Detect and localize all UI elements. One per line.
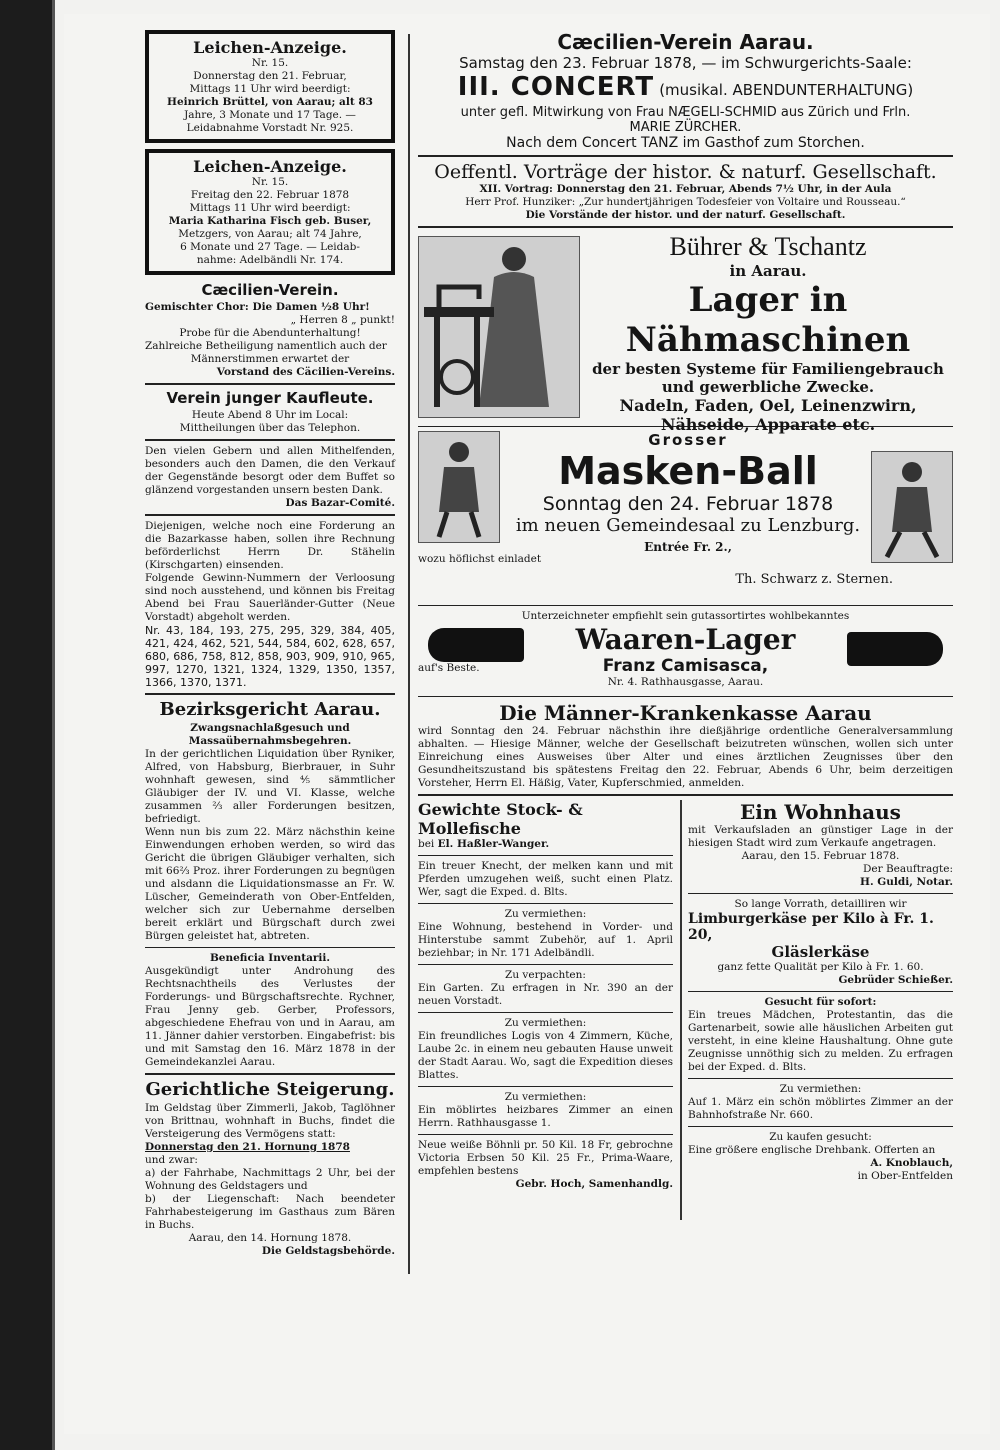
auction-date: Donnerstag den 21. Hornung 1878: [145, 1141, 350, 1153]
text-line: 6 Monate und 27 Tage. — Leidab-: [180, 241, 360, 253]
jester-illustration-left: [418, 431, 500, 543]
text-line: Metzgers, von Aarau; alt 74 Jahre,: [178, 228, 362, 240]
merchant-name: Franz Camisasca,: [602, 656, 769, 676]
text-line: Aarau, den 14. Hornung 1878.: [188, 1232, 352, 1244]
text-line: Heinrich Brüttel, von Aarau; alt 83: [167, 96, 373, 108]
text-line: Probe für die Abendunterhaltung!: [179, 327, 361, 339]
divider: [145, 514, 395, 516]
event-date: Sonntag den 24. Februar 1878: [542, 493, 834, 515]
text-line: und zwar:: [145, 1154, 198, 1166]
text-line: der besten Systeme für Familiengebrauch: [592, 360, 944, 378]
bazar-notice: [145, 445, 395, 510]
funeral-title: Leichen-Anzeige.: [193, 38, 347, 57]
ad-headline: Lager in Nähmaschinen: [625, 280, 911, 360]
jester-illustration-right: [871, 451, 953, 563]
text-line: nahme: Adelbändli Nr. 174.: [196, 254, 344, 266]
text-line: Jahre, 3 Monate und 17 Tage. —: [184, 109, 356, 121]
ad-title: Ein Wohnhaus: [740, 800, 901, 824]
text-line: auf's Beste.: [418, 662, 480, 674]
notice-subtitle: Zu kaufen gesucht:: [769, 1131, 872, 1143]
notice-subtitle: Zwangsnachlaßgesuch und Massaübernahmsbegehren.: [188, 722, 352, 747]
text-line: Nach dem Concert TANZ im Gasthof zum Storchen.: [506, 135, 865, 151]
merchant-name: El. Haßler-Wanger.: [437, 838, 550, 850]
text-line: Unterzeichneter empfiehlt sein gutassortirtes wohlbekanntes: [521, 610, 850, 622]
waaren-ad: [418, 610, 953, 692]
notice-subtitle: Zu verpachten:: [505, 969, 586, 981]
ad-title: Gewichte Stock- & Mollefische: [418, 800, 583, 838]
auction-item: b) der Liegenschaft: Nach beendeter Fahrhabesteigerung im Gasthaus zum Bären in Buchs.: [145, 1193, 395, 1231]
notice-text: Folgende Gewinn-Nummern der Verloosung sind noch ausstehend, und können bis Freitag Abend bei Frau Sauerländer-Gutter (Neue Vorstadt) abgeholt werden.: [145, 572, 395, 623]
classified-left: [418, 800, 673, 1191]
text-line: Heute Abend 8 Uhr im Local:: [191, 409, 349, 421]
funeral-notice-1: [145, 30, 395, 143]
sewing-woman-illustration: [418, 236, 580, 418]
steigerung-notice: [145, 1079, 395, 1258]
kaufleute-notice: [145, 389, 395, 435]
divider: [688, 893, 953, 894]
notice-number: Nr. 15.: [251, 176, 289, 188]
divider: [145, 1073, 395, 1075]
divider: [688, 991, 953, 992]
divider: [418, 903, 673, 904]
harlequin-icon: [872, 452, 952, 562]
notice-text: Ein möblirtes heizbares Zimmer an einen Herrn. Rathhausgasse 1.: [418, 1104, 673, 1129]
notice-signature: Das Bazar-Comité.: [285, 497, 395, 509]
text-line: Vorstand des Cäcilien-Vereins.: [216, 366, 395, 378]
divider: [418, 696, 953, 697]
notice-text: Ausgekündigt unter Androhung des Rechtsnachtheils des Verlustes der Forderungs- und Bürgschaftsrechte. Rychner, Frau Jenny geb. Gerber, Professors, abgeschiedene Ehefrau von und in Aarau, am 11. Jänner dahier verstorben. Eingabefrist: bis und mit Samstag den 16. März 1878 in der Gemeindekanzlei Aarau.: [145, 965, 395, 1068]
divider: [418, 605, 953, 606]
text-line: wozu höflichst einladet: [418, 553, 542, 565]
notice-text: Ein Garten. Zu erfragen in Nr. 390 an der neuen Vorstadt.: [418, 982, 673, 1007]
text-line: Männerstimmen erwartet der: [190, 353, 350, 365]
text-line: Nähseide, Apparate etc.: [660, 415, 876, 434]
text-line: Mittags 11 Uhr wird beerdigt:: [189, 83, 351, 95]
text-line: Aarau, den 15. Februar 1878.: [741, 850, 900, 862]
text-line: in Ober-Entfelden: [857, 1170, 953, 1182]
ad-headline: Masken-Ball: [558, 449, 818, 493]
notice-text: Neue weiße Böhnli pr. 50 Kil. 18 Fr, gebrochne Victoria Erbsen 50 Kil. 25 Fr., Prima-Waare, empfehlen bestens: [418, 1139, 673, 1177]
notice-text: Eine größere englische Drehbank. Offerten an: [688, 1144, 936, 1156]
notice-subtitle: Zu vermiethen:: [504, 1091, 587, 1103]
caecilien-notice: [145, 281, 395, 379]
notice-subtitle: Zu vermiethen:: [504, 908, 587, 920]
ad-title: Cæcilien-Verein Aarau.: [557, 30, 814, 54]
notice-text: Eine Wohnung, bestehend in Vorder- und Hinterstube sammt Zubehör, auf 1. April beziehbar; in Nr. 171 Adelbändli.: [418, 921, 673, 959]
notice-text: In der gerichtlichen Liquidation über Ryniker, Alfred, von Habsburg, Bierbrauer, in Suhr wohnhaft gewesen, sind ⅘ sämmtlicher Gläubiger der IV. und VI. Klasse, welche zusammen ⅔ aller Forderungen besitzen, befriedigt.: [145, 748, 395, 825]
notice-text: Ein treues Mädchen, Protestantin, das die Gartenarbeit, sowie alle häuslichen Arbeiten gut versteht, in eine kleine Haushaltung. Ohne gute Zeugnisse unnöthig sich zu melden. Zu erfragen bei der Exped. d. Blts.: [688, 1009, 953, 1073]
firm-name: Bührer & Tschantz: [669, 232, 867, 261]
divider: [145, 383, 395, 385]
text-line: Freitag den 22. Februar 1878: [190, 189, 350, 201]
column-rule: [408, 34, 410, 1274]
ad-headline: Waaren-Lager: [575, 623, 796, 656]
text-line: ganz fette Qualität per Kilo à Fr. 1. 60.: [717, 961, 924, 973]
product-line: Limburgerkäse per Kilo à Fr. 1. 20,: [688, 911, 934, 943]
sewing-machine-icon: [419, 237, 579, 417]
notice-text: mit Verkaufsladen an günstiger Lage in der hiesigen Stadt wird zum Verkaufe angetragen.: [688, 824, 953, 849]
divider: [688, 1126, 953, 1127]
forderung-notice: [145, 520, 395, 689]
notice-subtitle: Beneficia Inventarii.: [209, 952, 331, 964]
divider: [688, 1078, 953, 1079]
notice-signature: A. Knoblauch,: [870, 1157, 953, 1169]
classified-right: [688, 800, 953, 1183]
notice-title: Verein junger Kaufleute.: [166, 389, 374, 407]
notice-text: Auf 1. März ein schön möblirtes Zimmer an der Bahnhofstraße Nr. 660.: [688, 1096, 953, 1121]
notice-text: Ein freundliches Logis von 4 Zimmern, Küche, Laube 2c. in einem neu gebauten Hause unweit der Stadt Aarau. Wo, sagt die Expedition dieses Blattes.: [418, 1030, 673, 1081]
text-line: unter gefl. Mitwirkung von Frau NÆGELI-SCHMID aus Zürich und Frln.: [460, 105, 911, 120]
page-margin: [0, 0, 52, 1450]
notice-text: Ein treuer Knecht, der melken kann und mit Pferden umzugehen weiß, sucht einen Platz. Wer, sagt die Exped. d. Blts.: [418, 860, 673, 898]
ad-kicker: Grosser: [648, 431, 728, 449]
notice-signature: Gebrüder Schießer.: [838, 974, 953, 986]
ad-signature: Th. Schwarz z. Sternen.: [735, 572, 893, 587]
binding-line: [52, 0, 55, 1450]
divider: [418, 1012, 673, 1013]
text-line: Leidabnahme Vorstadt Nr. 925.: [186, 122, 354, 134]
pointing-hand-icon: [847, 632, 943, 666]
text-line: XII. Vortrag: Donnerstag den 21. Februar, Abends 7½ Uhr, in der Aula: [479, 183, 892, 195]
notice-text: Den vielen Gebern und allen Mithelfenden, besonders auch den Damen, die den Verkauf der Gegenstände besorgt oder dem Buffet so glänzend vorgestanden unsern besten Dank.: [145, 445, 395, 496]
notice-number: Nr. 15.: [251, 57, 289, 69]
ad-title: Oeffentl. Vorträge der histor. & naturf. Gesellschaft.: [434, 161, 937, 183]
funeral-notice-2: [145, 149, 395, 275]
notice-subtitle: Zu vermiethen:: [779, 1083, 862, 1095]
text-line: Herr Prof. Hunziker: „Zur hundertjährigen Todesfeier von Voltaire und Rousseau.“: [465, 196, 906, 208]
funeral-title: Leichen-Anzeige.: [193, 157, 347, 176]
text-line: Der Beauftragte:: [862, 863, 953, 875]
firm-city: in Aarau.: [729, 262, 807, 280]
divider: [418, 226, 953, 228]
text-line: „ Herren 8 „ punkt!: [290, 314, 395, 326]
text-line: Zahlreiche Betheiligung namentlich auch der: [145, 340, 387, 352]
text-line: Die Vorstände der histor. und der naturf. Gesellschaft.: [525, 209, 846, 221]
concert-subtitle: (musikal. ABENDUNTERHALTUNG): [659, 81, 914, 99]
text-line: Maria Katharina Fisch geb. Buser,: [168, 215, 372, 227]
product-title: Gläslerkäse: [771, 943, 870, 961]
notice-text: Diejenigen, welche noch eine Forderung an die Bazarkasse haben, sollen ihre Rechnung beförderlichst Herrn Dr. Stähelin (Kirschgarten) einsenden.: [145, 520, 395, 571]
buehrer-ad: [418, 232, 953, 434]
divider: [418, 1134, 673, 1135]
divider: [418, 855, 673, 856]
right-column: [418, 30, 953, 1190]
text-line: Mittags 11 Uhr wird beerdigt:: [189, 202, 351, 214]
notice-subtitle: Zu vermiethen:: [504, 1017, 587, 1029]
divider: [418, 155, 953, 157]
divider: [418, 1086, 673, 1087]
divider: [145, 439, 395, 441]
column-rule: [680, 800, 682, 1220]
text-line: bei: [418, 838, 435, 850]
concert-ad: [418, 30, 953, 151]
ad-date: Samstag den 23. Februar 1878, — im Schwurgerichts-Saale:: [459, 54, 912, 72]
vortraege-ad: [418, 161, 953, 222]
notice-signature: H. Guldi, Notar.: [860, 876, 953, 888]
entry-price: Entrée Fr. 2.,: [644, 540, 732, 554]
winning-numbers: Nr. 43, 184, 193, 275, 295, 329, 384, 405, 421, 424, 462, 521, 544, 584, 602, 628, 657, 680, 686, 758, 812, 858, 903, 909, 910, 965, 997, 1270, 1321, 1324, 1329, 1350, 1357, 1366, 1370, 1371.: [145, 624, 395, 689]
gericht-notice: [145, 699, 395, 1069]
notice-text: Im Geldstag über Zimmerli, Jakob, Taglöhner von Brittnau, wohnhaft in Buchs, findet die Versteigerung des Vermögens statt:: [145, 1102, 395, 1140]
text-line: Nadeln, Faden, Oel, Leinenzwirn,: [619, 396, 917, 415]
pointing-hand-icon: [428, 628, 524, 662]
notice-title: Bezirksgericht Aarau.: [159, 699, 381, 720]
divider: [418, 794, 953, 796]
text-line: Gemischter Chor: Die Damen ½8 Uhr!: [145, 301, 370, 313]
text-line: und gewerbliche Zwecke.: [661, 378, 875, 396]
auction-item: a) der Fahrhabe, Nachmittags 2 Uhr, bei der Wohnung des Geldstagers und: [145, 1167, 395, 1192]
event-place: im neuen Gemeindesaal zu Lenzburg.: [515, 515, 861, 536]
text-line: Donnerstag den 21. Februar,: [193, 70, 347, 82]
notice-text: wird Sonntag den 24. Februar nächsthin ihre dießjährige ordentliche Generalversammlung abhalten. — Hiesige Männer, welche der Gesellschaft beizutreten wünschen, wollen sich unter Einreichung eines Ausweises über Alter und eines ärztlichen Zeugnisses über den Gesundheitszustand bis spätestens Freitag den 22. Februar, Abends 6 Uhr, beim derzeitigen Vorsteher, Herrn El. Häßig, Vater, Kupferschmied, anmelden.: [418, 725, 953, 789]
krankenkasse-ad: [418, 701, 953, 790]
notice-signature: Gebr. Hoch, Samenhandlg.: [515, 1178, 673, 1190]
concert-name: III. CONCERT: [457, 72, 655, 102]
text-line: Mittheilungen über das Telephon.: [179, 422, 361, 434]
maskenball-ad: [418, 431, 953, 601]
divider: [418, 964, 673, 965]
notice-title: Gerichtliche Steigerung.: [145, 1079, 395, 1100]
text-line: MARIE ZÜRCHER.: [629, 120, 742, 135]
notice-text: Wenn nun bis zum 22. März nächsthin keine Einwendungen erhoben werden, so wird das Gericht die übrigen Gläubiger verhalten, sich mit 66⅔ Proz. ihrer Forderungen zu begnügen und alsdann die Liquidationsmasse an Fr. W. Lüscher, Gemeinderath von Ober-Entfelden, welcher sich zur Uebernahme derselben bereit erklärt und Bürgschaft durch zwei Bürgen geleistet hat, abtreten.: [145, 826, 395, 942]
jester-icon: [419, 432, 499, 542]
notice-subtitle: Gesucht für sofort:: [764, 996, 877, 1008]
merchant-address: Nr. 4. Rathhausgasse, Aarau.: [607, 676, 764, 688]
text-line: So lange Vorrath, detailliren wir: [734, 898, 907, 910]
divider: [145, 693, 395, 695]
notice-title: Cæcilien-Verein.: [201, 281, 339, 299]
ad-title: Die Männer-Krankenkasse Aarau: [499, 701, 872, 725]
left-column: [145, 30, 395, 1258]
divider: [145, 947, 395, 948]
notice-signature: Die Geldstagsbehörde.: [261, 1245, 395, 1257]
